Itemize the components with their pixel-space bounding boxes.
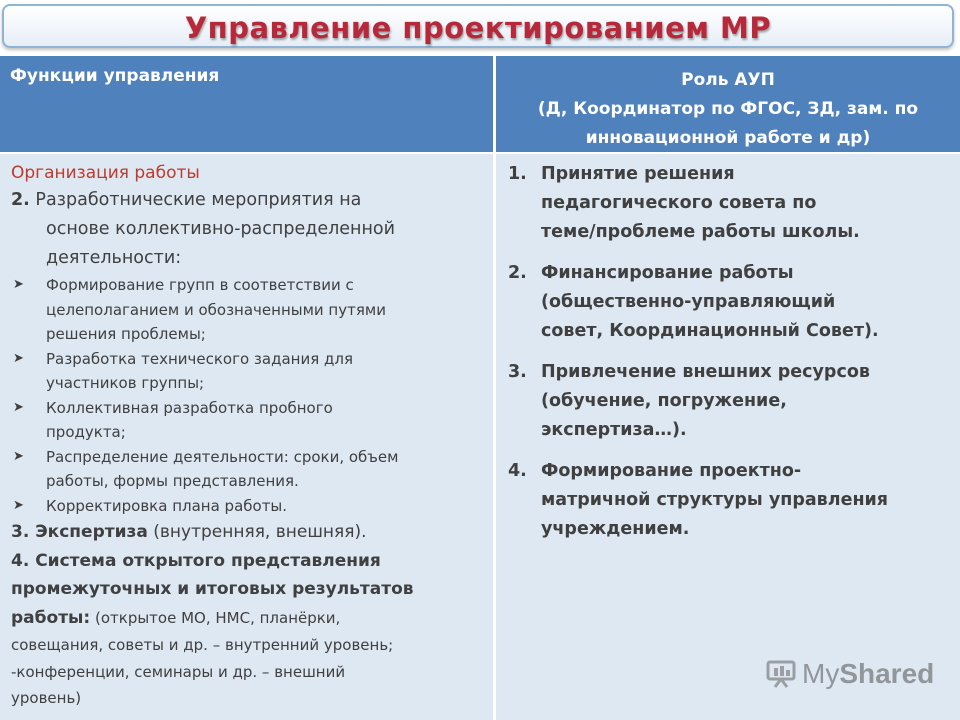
role-item-num: 2. (508, 263, 527, 283)
watermark-text (802, 658, 934, 690)
role-item (508, 160, 950, 247)
item4-line2 (11, 575, 483, 604)
arrowhead-bullet-icon: ➤ (13, 448, 24, 464)
org-label: Организация работы (11, 163, 200, 183)
arrowhead-bullet-icon: ➤ (13, 497, 24, 513)
role-cell (496, 154, 960, 720)
bullet-line: Формирование групп в соответствии с (46, 276, 354, 294)
item2-num: 2. (11, 190, 30, 210)
presentation-screen-icon (766, 659, 796, 689)
page-title: Управление проектированием МР (184, 11, 772, 45)
bullet-item (11, 273, 483, 347)
item4-line1 (11, 547, 483, 576)
item2-text: Разработнические мероприятия на (35, 190, 362, 210)
role-line: совет, Координационный Совет). (541, 321, 879, 341)
item2-line2: основе коллективно-распределенной (46, 219, 396, 239)
role-line: учреждением. (541, 519, 690, 539)
bullet-line: Корректировка плана работы. (46, 496, 288, 515)
role-line: экспертиза…). (541, 420, 687, 440)
role-item-num: 1. (508, 164, 527, 184)
item2-line1 (11, 186, 483, 215)
role-line: Принятие решения (541, 164, 735, 184)
role-item (508, 358, 950, 445)
role-line: Финансирование работы (541, 263, 794, 283)
management-table (0, 56, 960, 720)
bullet-item (11, 494, 483, 519)
title-bar (2, 4, 954, 48)
role-line: Привлечение внешних ресурсов (541, 362, 870, 382)
bullet-item (11, 396, 483, 445)
bullet-line: работы, формы представления. (46, 472, 299, 490)
role-item-num: 3. (508, 362, 527, 382)
header-functions: Функции управления (0, 56, 493, 152)
arrowhead-bullet-icon: ➤ (13, 399, 24, 415)
item4-text: 4. Система открытого представления (11, 550, 381, 571)
watermark (766, 656, 934, 692)
arrowhead-bullet-icon: ➤ (13, 277, 24, 292)
bullet-line: целеполаганием и обозначенными путями (46, 300, 386, 319)
tail-line: уровень) (11, 689, 82, 707)
item4-detail: (открытое МО, НМС, планёрки, (90, 608, 341, 627)
role-line: матричной структуры управления (541, 490, 889, 510)
tail-line: -конференции, семинары и др. – внешний (11, 662, 346, 681)
role-item (508, 457, 950, 544)
header-role-line2: (Д, Координатор по ФГОС, ЗД, зам. по (537, 99, 919, 119)
item3-detail: (внутренняя, внешняя). (147, 522, 367, 542)
bullet-line: участников группы; (46, 374, 205, 392)
bullet-line: Распределение деятельности: сроки, объем (46, 447, 399, 466)
bullet-item (11, 347, 483, 396)
bullet-line: Коллективная разработка пробного (46, 398, 333, 417)
role-line: теме/проблеме работы школы. (541, 222, 860, 242)
bullet-line: Разработка технического задания для (46, 349, 353, 368)
item4-text: промежуточных и итоговых результатов (11, 579, 414, 599)
bullet-line: продукта; (46, 423, 126, 441)
role-line: (обучение, погружение, (541, 391, 787, 411)
watermark-prefix: My (802, 658, 840, 689)
arrowhead-bullet-icon: ➤ (13, 350, 24, 366)
functions-cell (0, 154, 493, 720)
role-line: Формирование проектно- (541, 461, 802, 481)
item3 (11, 518, 483, 547)
activity-bullets (11, 273, 483, 518)
item4-line3 (11, 604, 483, 633)
watermark-bold: Shared (839, 658, 935, 689)
role-line: (общественно-управляющий (541, 292, 836, 312)
role-item (508, 259, 950, 346)
header-role-line1: Роль АУП (681, 70, 775, 90)
role-line: педагогического совета по (541, 193, 817, 213)
role-list (508, 160, 950, 544)
item4-label: работы: (11, 607, 91, 628)
item2-line3: деятельности: (46, 248, 182, 268)
bullet-item (11, 445, 483, 494)
tail-line: совещания, советы и др. – внутренний уровень; (11, 636, 394, 654)
header-role (496, 56, 960, 152)
item3-label: 3. Экспертиза (11, 522, 148, 542)
bullet-line: решения проблемы; (46, 325, 206, 343)
role-item-num: 4. (508, 461, 527, 481)
header-role-line3: инновационной работе и др) (585, 128, 871, 148)
